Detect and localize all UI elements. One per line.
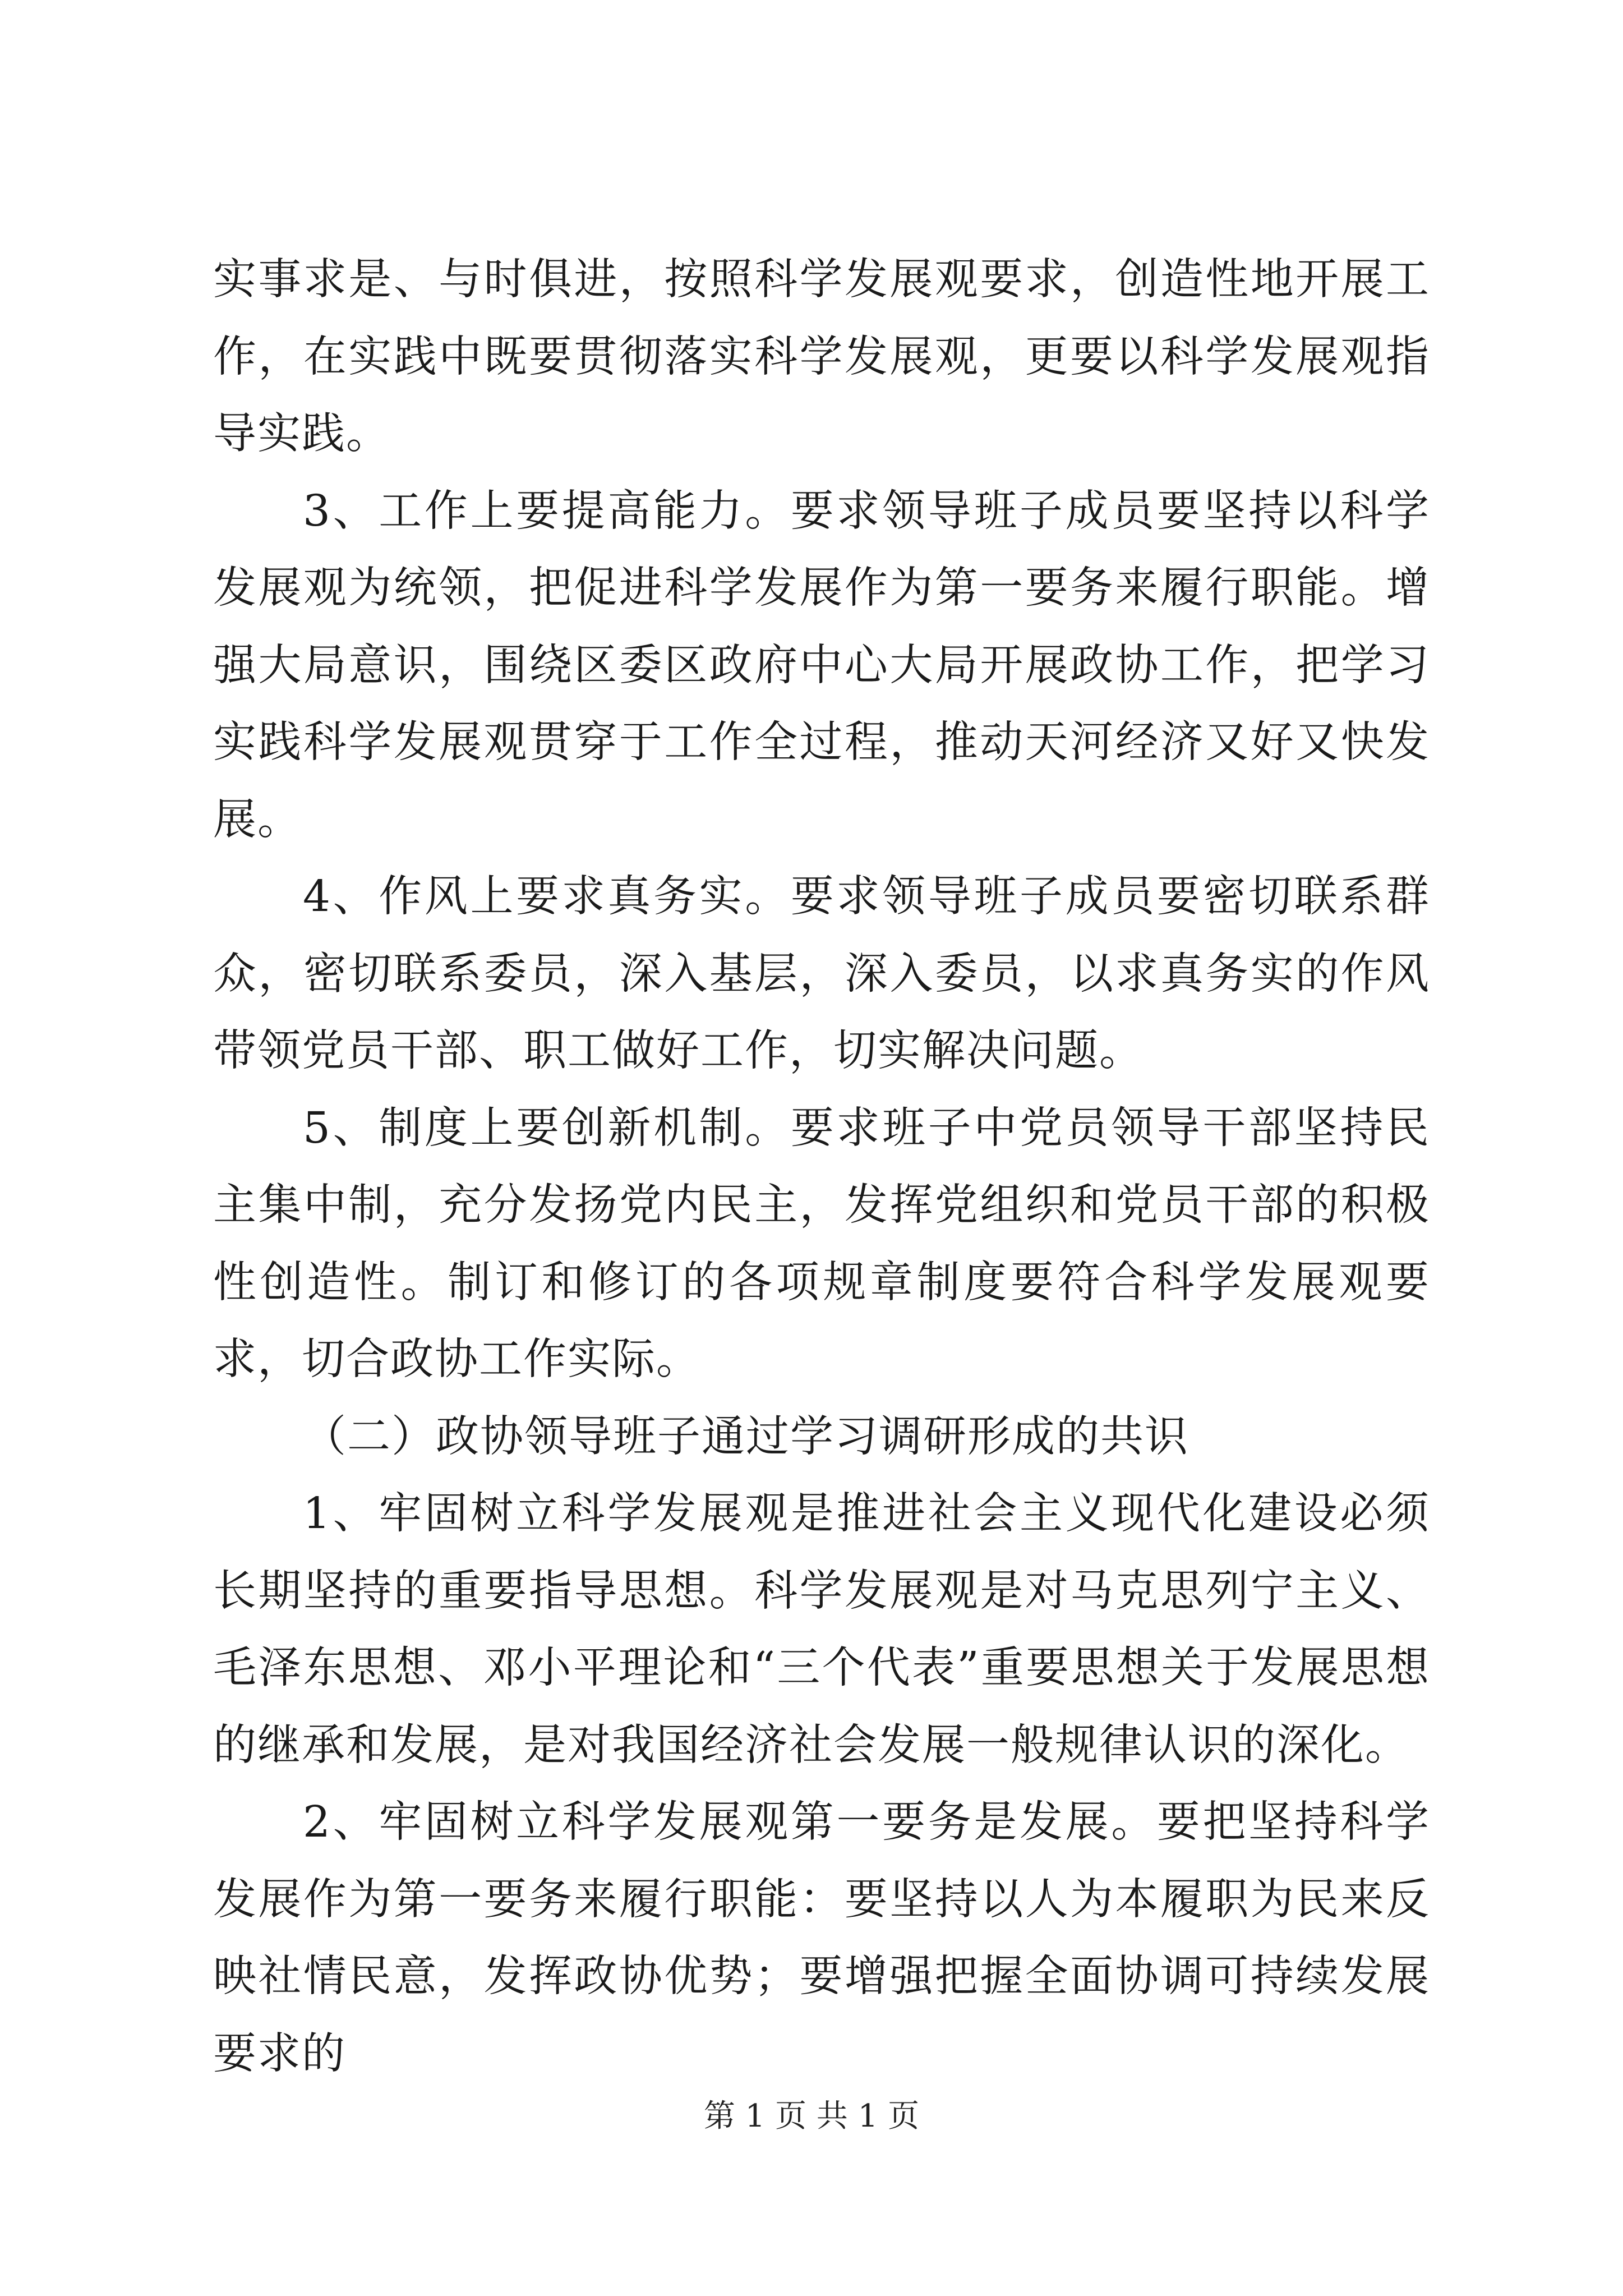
page-footer: 第 1 页 共 1 页 <box>703 2098 920 2134</box>
paragraph-consensus-1: 1、牢固树立科学发展观是推进社会主义现代化建设必须长期坚持的重要指导思想。科学发展观是对马克思列宁主义、毛泽东思想、邓小平理论和“三个代表”重要思想关于发展思想的继承和发展，是对我国经济社会发展一般规律认识的深化。 <box>213 1489 1430 1770</box>
paragraph-item-5: 5、制度上要创新机制。要求班子中党员领导干部坚持民主集中制，充分发扬党内民主，发挥党组织和党员干部的积极性创造性。制订和修订的各项规章制度要符合科学发展观要求，切合政协工作实际。 <box>213 1103 1430 1384</box>
paragraph-continuation: 实事求是、与时俱进，按照科学发展观要求，创造性地开展工作，在实践中既要贯彻落实科学发展观，更要以科学发展观指导实践。 <box>213 255 1430 459</box>
paragraph-item-4: 4、作风上要求真务实。要求领导班子成员要密切联系群众，密切联系委员，深入基层，深入委员，以求真务实的作风带领党员干部、职工做好工作，切实解决问题。 <box>213 872 1430 1076</box>
paragraph-consensus-2: 2、牢固树立科学发展观第一要务是发展。要把坚持科学发展作为第一要务来履行职能：要坚持以人为本履职为民来反映社情民意，发挥政协优势；要增强把握全面协调可持续发展要求的 <box>213 1797 1430 2079</box>
paragraph-item-3: 3、工作上要提高能力。要求领导班子成员要坚持以科学发展观为统领，把促进科学发展作为第一要务来履行职能。增强大局意识，围绕区委区政府中心大局开展政协工作，把学习实践科学发展观贯穿于工作全过程，推动天河经济又好又快发展。 <box>213 486 1430 845</box>
section-heading: （二）政协领导班子通过学习调研形成的共识 <box>303 1411 1189 1462</box>
document-body <box>213 241 1430 2092</box>
